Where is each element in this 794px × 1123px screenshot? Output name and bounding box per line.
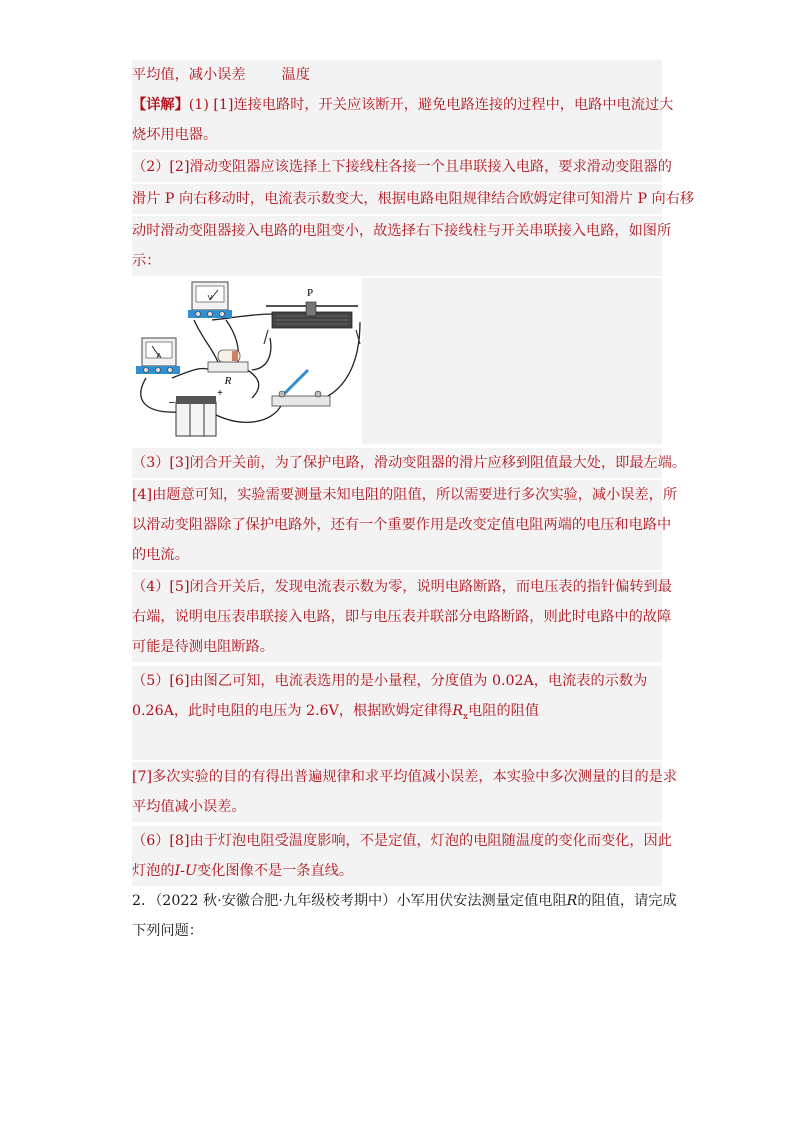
text-line: 动时滑动变阻器接入电路的电阻变小，故选择右下接线柱与开关串联接入电路，如图所 — [132, 216, 662, 246]
svg-text:V: V — [207, 295, 213, 302]
text-line: （3）[3]闭合开关前，为了保护电路，滑动变阻器的滑片应移到阻值最大处，即最左端。 — [132, 448, 662, 478]
text-line: 0.26A，此时电阻的电压为 2.6V，根据欧姆定律得$R_x$电阻的阻值 — [132, 696, 662, 726]
ammeter-icon — [136, 338, 180, 374]
resistor-icon — [208, 350, 248, 387]
text-line: [4]由题意可知，实验需要测量未知电阻的阻值，所以需要进行多次实验，减小误差，所 — [132, 480, 662, 510]
detail-line: 【详解】(1) [1]连接电路时，开关应该断开，避免电路连接的过程中，电路中电流过大 — [132, 90, 662, 120]
switch-icon — [272, 370, 330, 406]
text-line: （5）[6]由图乙可知，电流表选用的是小量程，分度值为 0.02A，电流表的示数为 — [132, 666, 662, 696]
text-line: 示： — [132, 246, 662, 276]
detail-tag: 【详解】 — [132, 97, 189, 113]
question-line: 2．（2022 秋·安徽合肥·九年级校考期中）小军用伏安法测量定值电阻R的阻值，请完成 — [132, 893, 677, 909]
question-line: 下列问题： — [132, 923, 203, 939]
svg-text:−: − — [168, 397, 176, 409]
svg-text:+: + — [217, 388, 223, 399]
text-line: 烧坏用电器。 — [132, 120, 662, 150]
figure-background — [362, 278, 662, 444]
text-line: （6）[8]由于灯泡电阻受温度影响，不是定值，灯泡的电阻随温度的变化而变化，因此 — [132, 826, 662, 856]
battery-icon — [169, 388, 223, 436]
rheostat-icon — [264, 287, 360, 344]
text-line: 平均值减小误差。 — [132, 792, 662, 822]
text-line: 可能是待测电阻断路。 — [132, 632, 662, 662]
text-line: [7]多次实验的目的有得出普遍规律和求平均值减小误差，本实验中多次测量的目的是求 — [132, 762, 662, 792]
answer-line: 平均值，减小误差 温度 — [132, 60, 662, 90]
voltmeter-icon — [188, 282, 232, 318]
text-line: 以滑动变阻器除了保护电路外，还有一个重要作用是改变定值电阻两端的电压和电路中 — [132, 510, 662, 540]
svg-text:P: P — [306, 287, 314, 299]
text-line: 的电流。 — [132, 540, 662, 570]
circuit-diagram — [132, 278, 362, 444]
text-line: 右端，说明电压表串联接入电路，即与电压表并联部分电路断路，则此时电路中的故障 — [132, 602, 662, 632]
text-line: 灯泡的I-U变化图像不是一条直线。 — [132, 856, 662, 886]
text-line: 滑片 P 向右移动时，电流表示数变大，根据电路电阻规律结合欧姆定律可知滑片 P 向右移 — [132, 184, 662, 214]
formula-rx — [132, 726, 662, 760]
svg-text:A: A — [156, 353, 162, 360]
text-line: （4）[5]闭合开关后，发现电流表示数为零，说明电路断路，而电压表的指针偏转到最 — [132, 572, 662, 602]
svg-text:R: R — [224, 375, 232, 387]
text-line: （2）[2]滑动变阻器应该选择上下接线柱各接一个且串联接入电路，要求滑动变阻器的 — [132, 152, 662, 182]
circuit-figure — [132, 278, 362, 444]
